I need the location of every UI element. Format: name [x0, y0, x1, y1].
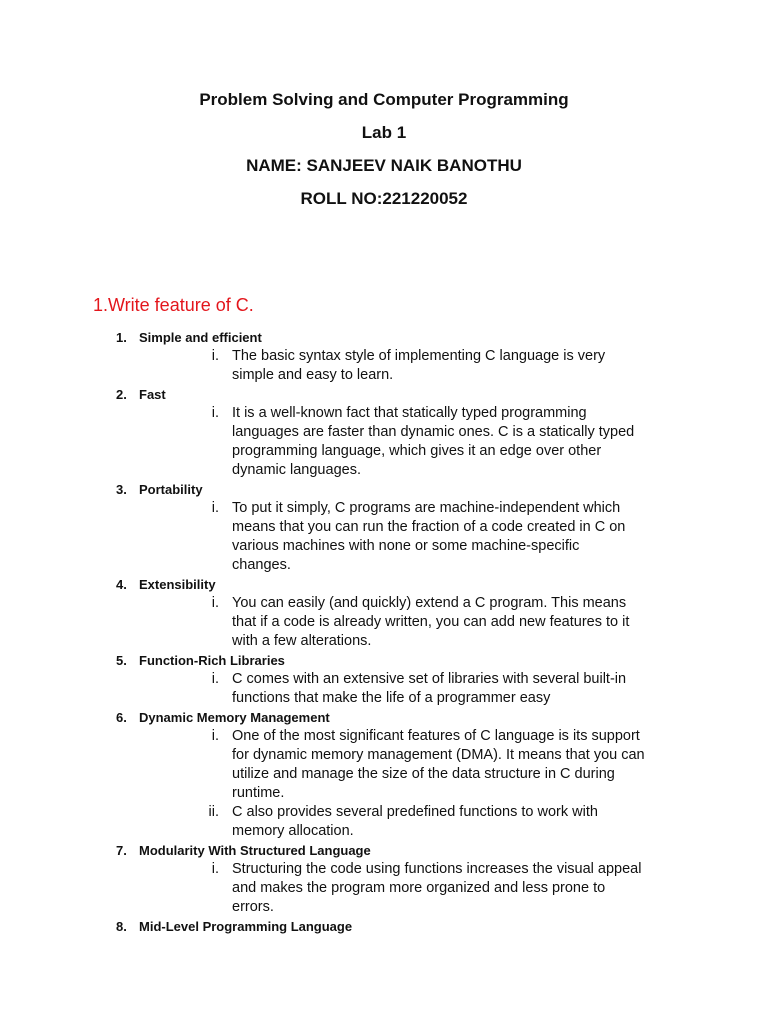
- item-label: Portability: [139, 482, 203, 497]
- sub-item-text-line: One of the most significant features of C language is its support: [232, 728, 640, 744]
- sub-item-number: i.: [211, 405, 219, 421]
- document-header: [0, 88, 768, 220]
- sub-item: [0, 347, 768, 385]
- sub-item-text-line: runtime.: [232, 785, 285, 801]
- sub-item-text-line: utilize and manage the size of the data structure in C during: [232, 766, 615, 782]
- sub-item-text-line: errors.: [232, 899, 274, 915]
- item-number: 6.: [116, 710, 127, 725]
- item-label: Modularity With Structured Language: [139, 843, 371, 858]
- item-label: Fast: [139, 387, 166, 402]
- sub-item-number: i.: [211, 348, 219, 364]
- sub-item-text-line: functions that make the life of a programmer easy: [232, 690, 551, 706]
- sub-item-text-line: dynamic languages.: [232, 462, 361, 478]
- item-number: 1.: [116, 330, 127, 345]
- item-number: 8.: [116, 919, 127, 934]
- sub-item-text-line: languages are faster than dynamic ones. C is a statically typed: [232, 424, 635, 440]
- sub-item-number: i.: [211, 671, 219, 687]
- sub-item: [0, 860, 768, 917]
- sub-item-number: ii.: [208, 804, 219, 820]
- roll-number: ROLL NO:221220052: [300, 189, 468, 208]
- sub-item-text-line: various machines with none or some machine-specific: [232, 538, 580, 554]
- sub-item-text-line: with a few alterations.: [232, 633, 372, 649]
- sub-item-number: i.: [211, 861, 219, 877]
- item-number: 4.: [116, 577, 127, 592]
- lab-number: Lab 1: [361, 123, 407, 142]
- sub-item-text-line: The basic syntax style of implementing C language is very: [232, 348, 606, 364]
- course-title: Problem Solving and Computer Programming: [199, 90, 569, 109]
- sub-item: [0, 727, 768, 803]
- sub-item-text-line: Structuring the code using functions increases the visual appeal: [232, 861, 642, 877]
- sub-item-text-line: changes.: [232, 557, 291, 573]
- list-item: [0, 480, 768, 499]
- sub-item-text-line: It is a well-known fact that statically typed programming: [232, 405, 587, 421]
- sub-item-number: i.: [211, 728, 219, 744]
- sub-item-text-line: C comes with an extensive set of libraries with several built-in: [232, 671, 627, 687]
- sub-item-text-line: means that you can run the fraction of a code created in C on: [232, 519, 626, 535]
- sub-item-text-line: and makes the program more organized and less prone to: [232, 880, 606, 896]
- list-item: [0, 651, 768, 670]
- list-item: [0, 385, 768, 404]
- sub-item-text-line: for dynamic memory management (DMA). It means that you can: [232, 747, 645, 763]
- sub-item-text-line: You can easily (and quickly) extend a C program. This means: [232, 595, 627, 611]
- sub-item-text-line: C also provides several predefined functions to work with: [232, 804, 598, 820]
- feature-list: [0, 328, 768, 936]
- sub-item-number: i.: [211, 595, 219, 611]
- sub-item: [0, 670, 768, 708]
- item-label: Simple and efficient: [139, 330, 262, 345]
- item-label: Extensibility: [139, 577, 216, 592]
- item-label: Mid-Level Programming Language: [139, 919, 353, 934]
- sub-item-text-line: memory allocation.: [232, 823, 354, 839]
- sub-item-number: i.: [211, 500, 219, 516]
- list-item: [0, 917, 768, 936]
- sub-item: [0, 803, 768, 841]
- item-label: Dynamic Memory Management: [139, 710, 330, 725]
- item-label: Function-Rich Libraries: [139, 653, 285, 668]
- sub-item-text-line: To put it simply, C programs are machine-independent which: [232, 500, 621, 516]
- list-item: [0, 575, 768, 594]
- item-number: 2.: [116, 387, 127, 402]
- question-heading: 1.Write feature of C.: [93, 295, 254, 315]
- sub-item: [0, 499, 768, 575]
- sub-item-text-line: that if a code is already written, you can add new features to it: [232, 614, 630, 630]
- list-item: [0, 328, 768, 347]
- sub-item: [0, 404, 768, 480]
- list-item: [0, 708, 768, 727]
- sub-item-text-line: simple and easy to learn.: [232, 367, 394, 383]
- item-number: 5.: [116, 653, 127, 668]
- sub-item-text-line: programming language, which gives it an edge over other: [232, 443, 602, 459]
- sub-item: [0, 594, 768, 651]
- item-number: 7.: [116, 843, 127, 858]
- item-number: 3.: [116, 482, 127, 497]
- list-item: [0, 841, 768, 860]
- student-name: NAME: SANJEEV NAIK BANOTHU: [246, 156, 522, 175]
